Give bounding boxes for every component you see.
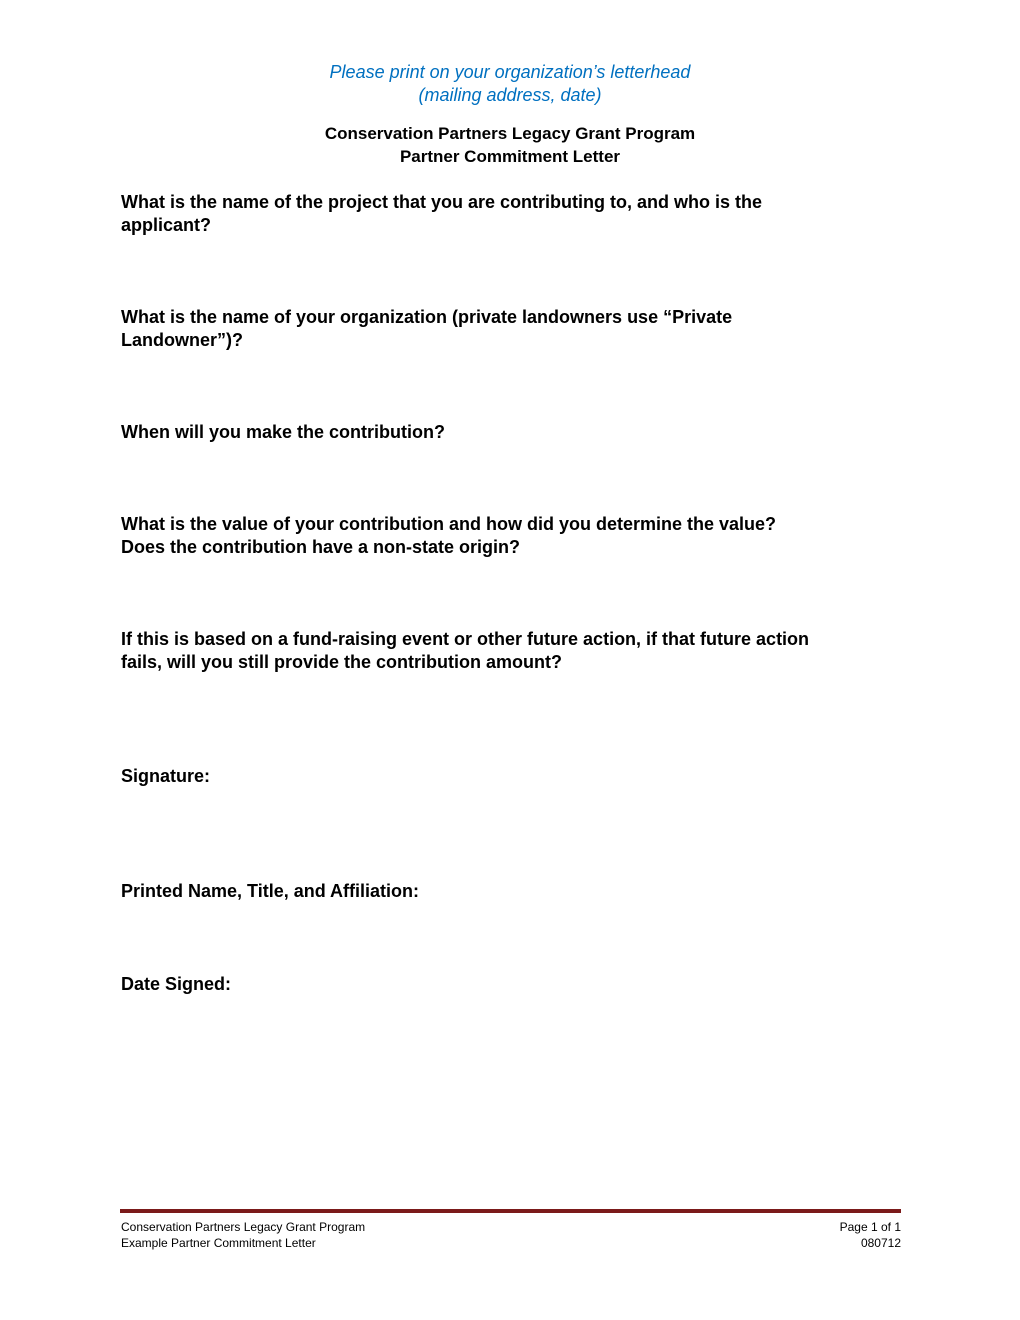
- question-organization-name: [121, 306, 901, 352]
- footer-document-name: Example Partner Commitment Letter: [121, 1236, 316, 1250]
- footer-row-1: [121, 1220, 901, 1235]
- question-line: If this is based on a fund-raising event or other future action, if that future action: [121, 629, 810, 649]
- question-contribution-timing: [121, 421, 901, 444]
- footer-page-number: Page 1 of 1: [839, 1220, 901, 1234]
- question-line: What is the name of the project that you are contributing to, and who is the: [121, 192, 763, 212]
- footer-program-name: Conservation Partners Legacy Grant Program: [121, 1220, 366, 1234]
- printed-name-label: Printed Name, Title, and Affiliation:: [121, 881, 420, 901]
- letter-title: Partner Commitment Letter: [399, 147, 621, 166]
- question-line: What is the value of your contribution and how did you determine the value?: [121, 514, 777, 534]
- question-line: Does the contribution have a non-state origin?: [121, 537, 521, 557]
- footer-rule: [120, 1209, 901, 1213]
- question-future-action: [121, 628, 901, 674]
- program-title: Conservation Partners Legacy Grant Program: [324, 124, 696, 143]
- question-contribution-value: [121, 513, 901, 559]
- footer-document-code: 080712: [860, 1236, 901, 1250]
- question-line: applicant?: [121, 215, 212, 235]
- letterhead-note-line-1: Please print on your organization’s letterhead: [329, 62, 691, 82]
- question-line: Landowner”)?: [121, 330, 243, 350]
- question-line: What is the name of your organization (private landowners use “Private: [121, 307, 733, 327]
- letterhead-note-line-2: (mailing address, date): [418, 85, 602, 105]
- question-line: When will you make the contribution?: [121, 422, 446, 442]
- question-project-name: [121, 191, 901, 237]
- footer-row-2: [121, 1236, 901, 1251]
- signature-label: Signature:: [121, 766, 211, 786]
- date-signed-label: Date Signed:: [121, 974, 232, 994]
- question-line: fails, will you still provide the contribution amount?: [121, 652, 563, 672]
